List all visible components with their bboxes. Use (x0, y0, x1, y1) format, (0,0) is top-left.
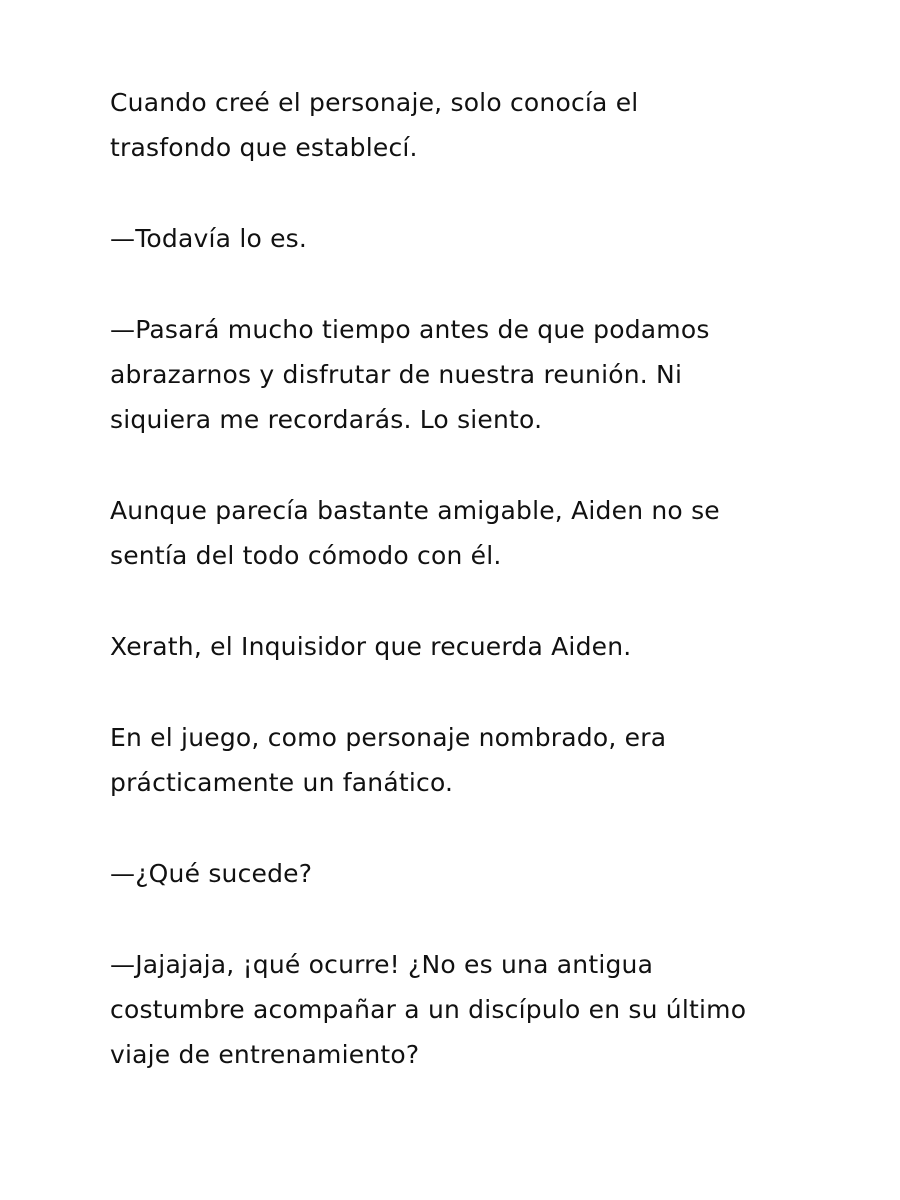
paragraph-1: Cuando creé el personaje, solo conocía el trasfondo que establecí. (110, 88, 639, 162)
document-page (110, 80, 830, 1123)
paragraph-2: —Todavía lo es. (110, 224, 308, 253)
paragraph-8: —Jajajaja, ¡qué ocurre! ¿No es una antigua costumbre acompañar a un discípulo en su último viaje de entrenamiento? (110, 950, 747, 1069)
paragraph-7: —¿Qué sucede? (110, 859, 313, 888)
paragraph-5: Xerath, el Inquisidor que recuerda Aiden. (110, 632, 632, 661)
paragraph-4: Aunque parecía bastante amigable, Aiden no se sentía del todo cómodo con él. (110, 496, 720, 570)
paragraph-6: En el juego, como personaje nombrado, era prácticamente un fanático. (110, 723, 667, 797)
paragraph-3: —Pasará mucho tiempo antes de que podamos abrazarnos y disfrutar de nuestra reunión. Ni siquiera me recordarás. Lo siento. (110, 315, 710, 434)
